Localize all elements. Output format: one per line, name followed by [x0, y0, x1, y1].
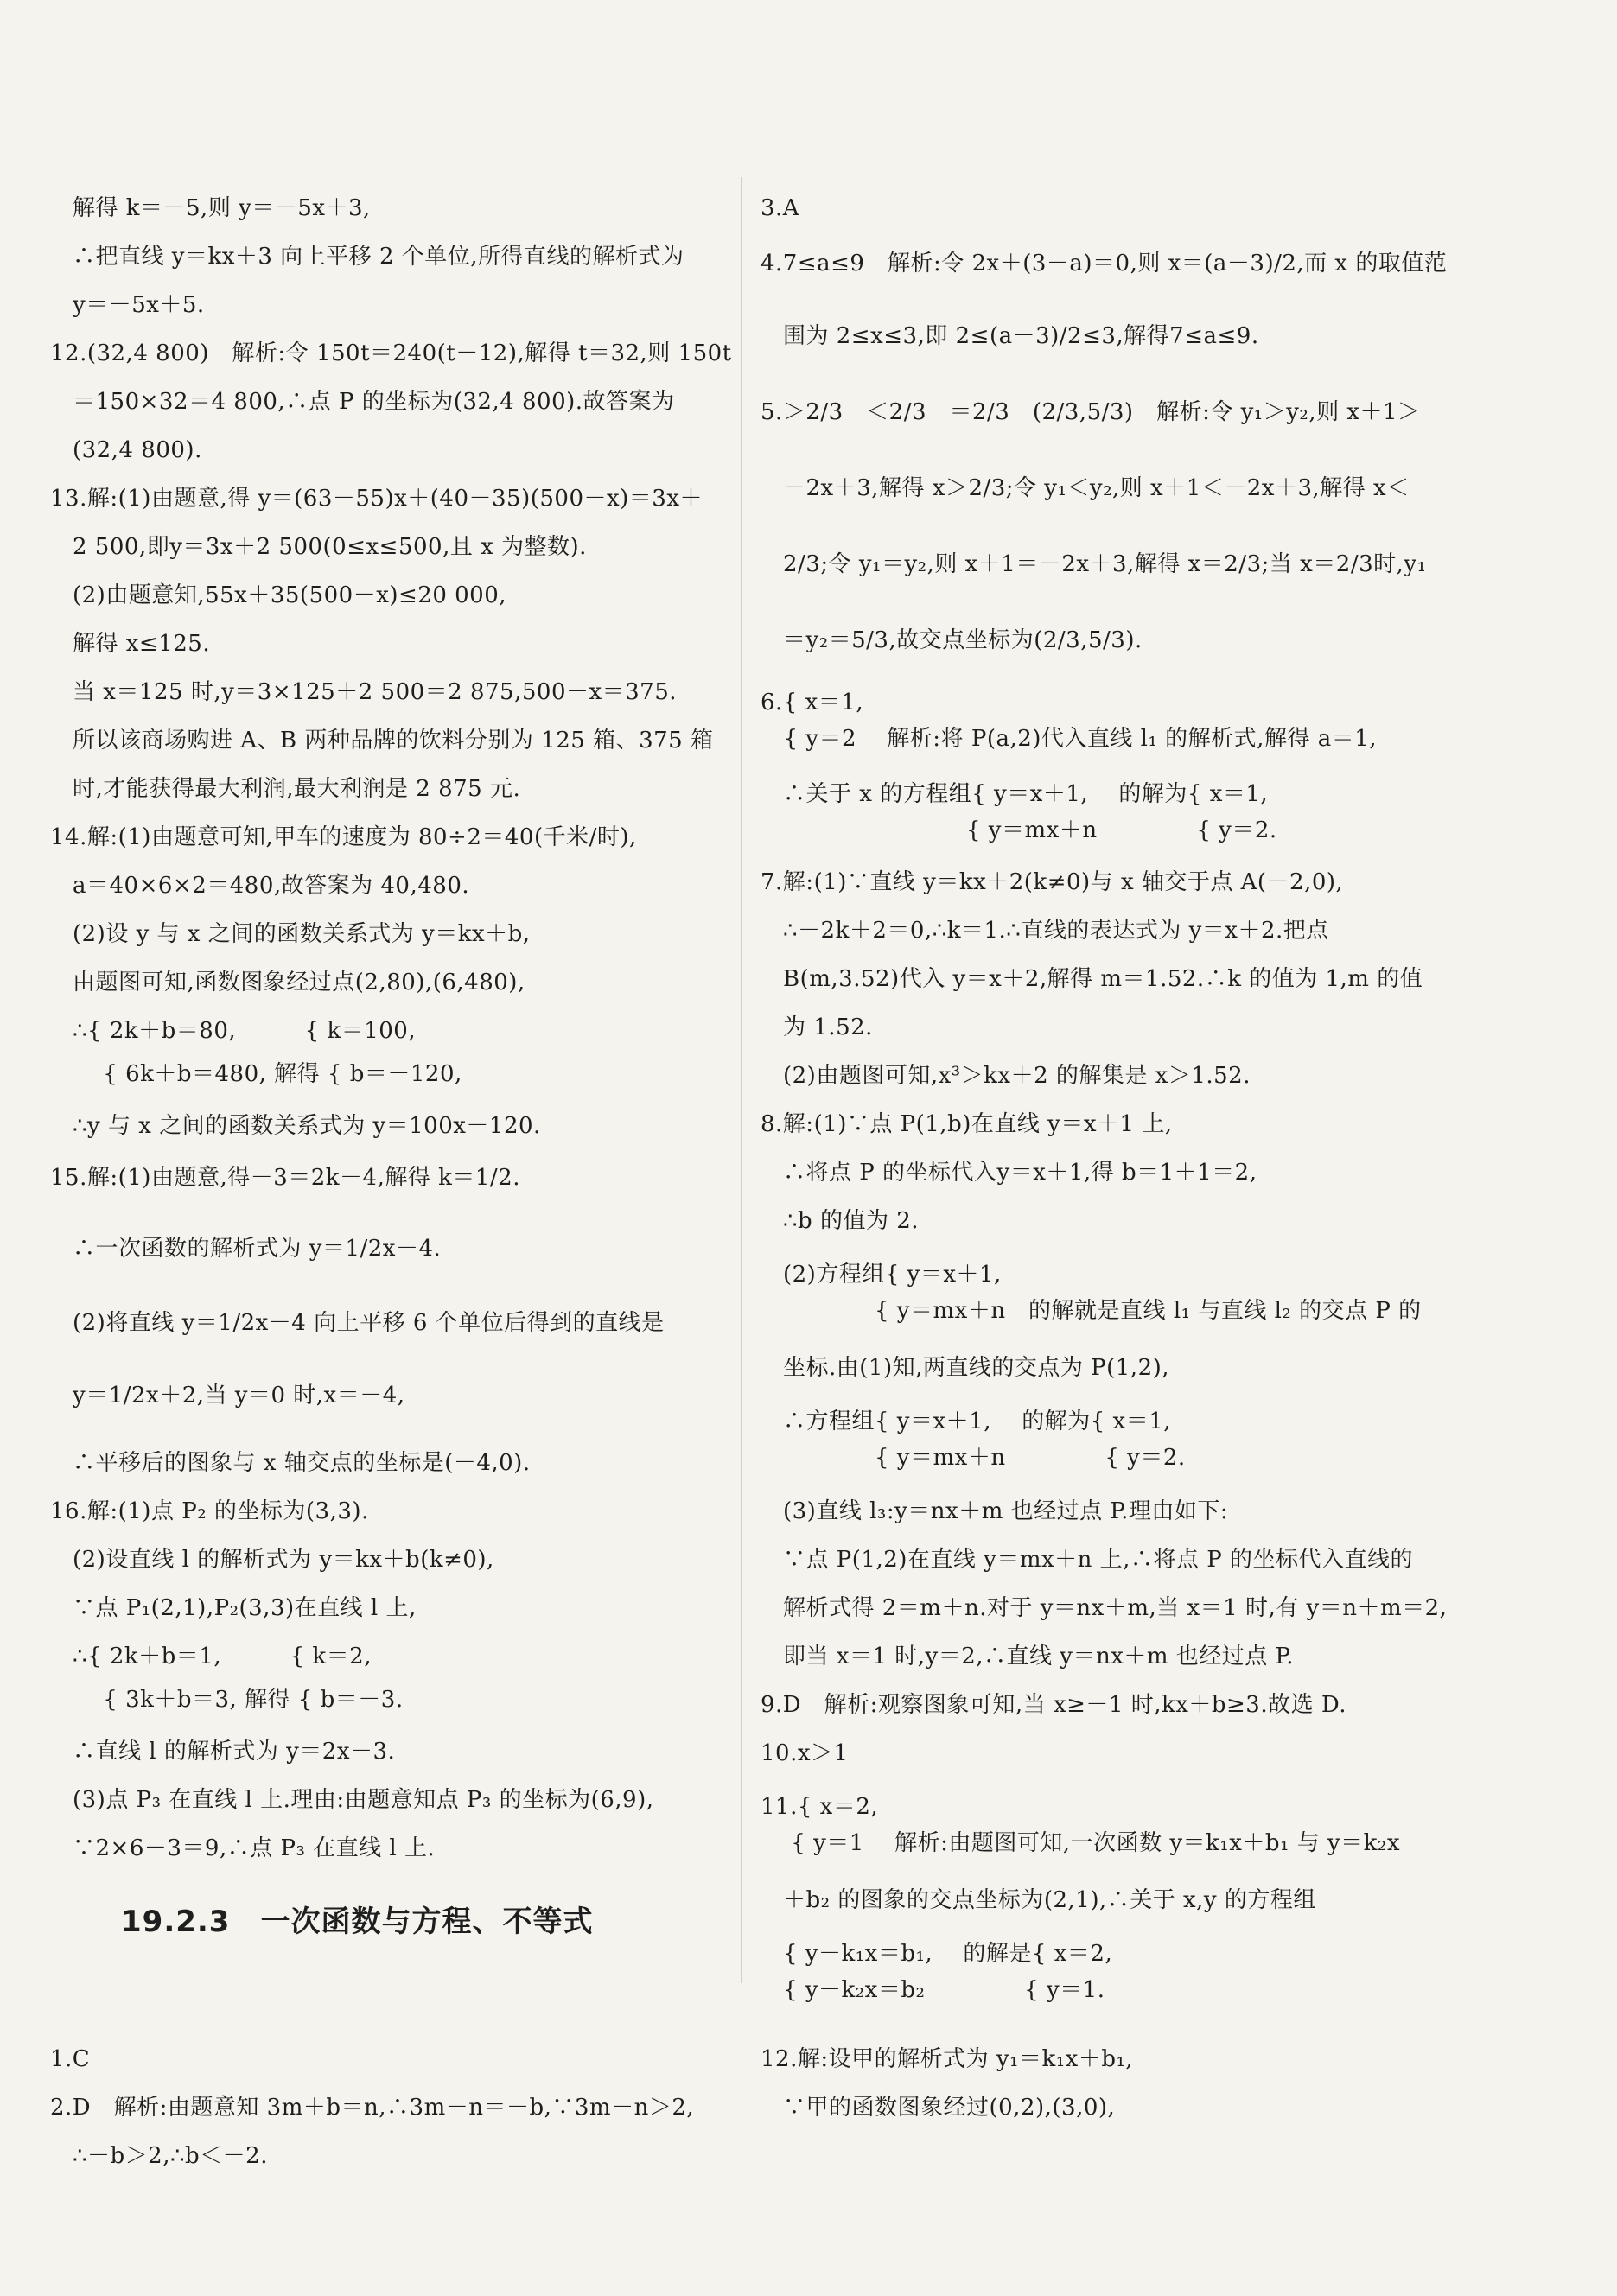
text-line: y＝1/2x＋2,当 y＝0 时,x＝－4, [73, 1383, 405, 1409]
text-line: ∴把直线 y＝kx＋3 向上平移 2 个单位,所得直线的解析式为 [73, 244, 684, 270]
text-line: 坐标.由(1)知,两直线的交点为 P(1,2), [783, 1355, 1170, 1381]
text-line: 13.解:(1)由题意,得 y＝(63－55)x＋(40－35)(500－x)＝3x＋ [50, 486, 703, 512]
text-line: ∴{ 2k＋b＝80, { k＝100, [73, 1018, 417, 1044]
text-line: ∴方程组{ y＝x＋1, 的解为{ x＝1, [783, 1409, 1172, 1434]
text-line: 12.(32,4 800) 解析:令 150t＝240(t－12),解得 t＝32,则 150t [50, 340, 732, 366]
text-line: (2)将直线 y＝1/2x－4 向上平移 6 个单位后得到的直线是 [73, 1310, 665, 1336]
text-line: ∴－2k＋2＝0,∴k＝1.∴直线的表达式为 y＝x＋2.把点 [783, 918, 1329, 944]
text-line: 7.解:(1)∵直线 y＝kx＋2(k≠0)与 x 轴交于点 A(－2,0), [761, 869, 1344, 895]
text-line: ∵2×6－3＝9,∴点 P₃ 在直线 l 上. [73, 1835, 436, 1861]
text-line: { y＝1 解析:由题图可知,一次函数 y＝k₁x＋b₁ 与 y＝k₂x [761, 1830, 1401, 1856]
text-line: ∵点 P(1,2)在直线 y＝mx＋n 上,∴将点 P 的坐标代入直线的 [783, 1547, 1413, 1573]
text-line: { y－k₂x＝b₂ { y＝1. [783, 1977, 1105, 2003]
text-line: (32,4 800). [73, 437, 202, 463]
text-line: 解得 x≤125. [73, 631, 211, 657]
text-line: ∴b 的值为 2. [783, 1208, 920, 1234]
text-line: ∵甲的函数图象经过(0,2),(3,0), [783, 2095, 1116, 2121]
text-line: 由题图可知,函数图象经过点(2,80),(6,480), [73, 970, 525, 995]
section-title: 19.2.3 一次函数与方程、不等式 [121, 1905, 594, 1939]
text-line: (2)设 y 与 x 之间的函数关系式为 y＝kx＋b, [73, 921, 531, 947]
text-line: 12.解:设甲的解析式为 y₁＝k₁x＋b₁, [761, 2046, 1134, 2072]
text-line: 为 1.52. [783, 1014, 873, 1040]
text-line: 8.解:(1)∵点 P(1,b)在直线 y＝x＋1 上, [761, 1111, 1173, 1137]
text-line: ＝y₂＝5/3,故交点坐标为(2/3,5/3). [783, 627, 1143, 653]
text-line: a＝40×6×2＝480,故答案为 40,480. [73, 873, 470, 899]
text-line: 6.{ x＝1, [761, 690, 864, 716]
text-line: －2x＋3,解得 x＞2/3;令 y₁＜y₂,则 x＋1＜－2x＋3,解得 x＜ [783, 475, 1410, 501]
text-line: ＋b₂ 的图象的交点坐标为(2,1),∴关于 x,y 的方程组 [783, 1887, 1316, 1913]
text-line: 解得 k＝－5,则 y＝－5x＋3, [73, 195, 371, 221]
text-line: y＝－5x＋5. [73, 292, 205, 318]
text-line: B(m,3.52)代入 y＝x＋2,解得 m＝1.52.∴k 的值为 1,m 的值 [783, 966, 1423, 992]
text-line: (2)由题意知,55x＋35(500－x)≤20 000, [73, 582, 507, 608]
text-line: ∴关于 x 的方程组{ y＝x＋1, 的解为{ x＝1, [783, 781, 1269, 807]
text-line: 解析式得 2＝m＋n.对于 y＝nx＋m,当 x＝1 时,有 y＝n＋m＝2, [783, 1595, 1448, 1621]
text-line: (3)直线 l₃:y＝nx＋m 也经过点 P.理由如下: [783, 1498, 1229, 1524]
text-line: 1.C [50, 2046, 91, 2072]
text-line: { y－k₁x＝b₁, 的解是{ x＝2, [783, 1941, 1113, 1967]
text-line: (2)方程组{ y＝x＋1, [783, 1262, 1002, 1288]
text-line: ∴－b＞2,∴b＜－2. [73, 2143, 268, 2169]
text-line: { 3k＋b＝3, 解得 { b＝－3. [73, 1687, 404, 1713]
text-line: 16.解:(1)点 P₂ 的坐标为(3,3). [50, 1498, 369, 1524]
text-line: { y＝2 解析:将 P(a,2)代入直线 l₁ 的解析式,解得 a＝1, [761, 726, 1378, 752]
text-line: 4.7≤a≤9 解析:令 2x＋(3－a)＝0,则 x＝(a－3)/2,而 x 的取值范 [761, 251, 1448, 277]
text-line: ＝150×32＝4 800,∴点 P 的坐标为(32,4 800).故答案为 [73, 389, 675, 415]
text-line: 2.D 解析:由题意知 3m＋b＝n,∴3m－n＝－b,∵3m－n＞2, [50, 2095, 695, 2121]
text-line: ∴一次函数的解析式为 y＝1/2x－4. [73, 1236, 442, 1262]
text-line: 即当 x＝1 时,y＝2,∴直线 y＝nx＋m 也经过点 P. [783, 1644, 1295, 1670]
text-line: 15.解:(1)由题意,得－3＝2k－4,解得 k＝1/2. [50, 1165, 520, 1191]
text-line: 14.解:(1)由题意可知,甲车的速度为 80÷2＝40(千米/时), [50, 824, 637, 850]
text-line: { 6k＋b＝480, 解得 { b＝－120, [73, 1061, 462, 1087]
text-line: 3.A [761, 195, 800, 221]
text-line: 当 x＝125 时,y＝3×125＋2 500＝2 875,500－x＝375. [73, 679, 678, 705]
text-line: 所以该商场购进 A、B 两种品牌的饮料分别为 125 箱、375 箱 [73, 728, 714, 754]
text-line: ∴{ 2k＋b＝1, { k＝2, [73, 1644, 372, 1670]
text-line: ∴将点 P 的坐标代入y＝x＋1,得 b＝1＋1＝2, [783, 1160, 1257, 1186]
text-line: { y＝mx＋n { y＝2. [783, 1445, 1186, 1471]
text-line: (3)点 P₃ 在直线 l 上.理由:由题意知点 P₃ 的坐标为(6,9), [73, 1787, 654, 1813]
text-line: 2/3;令 y₁＝y₂,则 x＋1＝－2x＋3,解得 x＝2/3;当 x＝2/3时,y₁ [783, 551, 1427, 577]
text-line: ∴直线 l 的解析式为 y＝2x－3. [73, 1739, 396, 1765]
text-line: { y＝mx＋n { y＝2. [783, 817, 1277, 843]
text-line: 2 500,即y＝3x＋2 500(0≤x≤500,且 x 为整数). [73, 534, 587, 560]
text-line: 5.＞2/3 ＜2/3 ＝2/3 (2/3,5/3) 解析:令 y₁＞y₂,则 x＋1＞ [761, 399, 1421, 425]
text-line: (2)由题图可知,x³＞kx＋2 的解集是 x＞1.52. [783, 1063, 1251, 1089]
text-line: 围为 2≤x≤3,即 2≤(a－3)/2≤3,解得7≤a≤9. [783, 323, 1259, 349]
text-line: (2)设直线 l 的解析式为 y＝kx＋b(k≠0), [73, 1547, 494, 1573]
text-line: 10.x＞1 [761, 1740, 849, 1766]
text-line: ∴平移后的图象与 x 轴交点的坐标是(－4,0). [73, 1450, 531, 1476]
text-line: ∵点 P₁(2,1),P₂(3,3)在直线 l 上, [73, 1595, 417, 1621]
text-line: 时,才能获得最大利润,最大利润是 2 875 元. [73, 776, 521, 802]
text-line: 11.{ x＝2, [761, 1794, 879, 1820]
text-line: { y＝mx＋n 的解就是直线 l₁ 与直线 l₂ 的交点 P 的 [783, 1298, 1422, 1324]
text-line: ∴y 与 x 之间的函数关系式为 y＝100x－120. [73, 1113, 541, 1139]
column-divider [741, 177, 742, 1983]
text-line: 9.D 解析:观察图象可知,当 x≥－1 时,kx＋b≥3.故选 D. [761, 1692, 1347, 1718]
